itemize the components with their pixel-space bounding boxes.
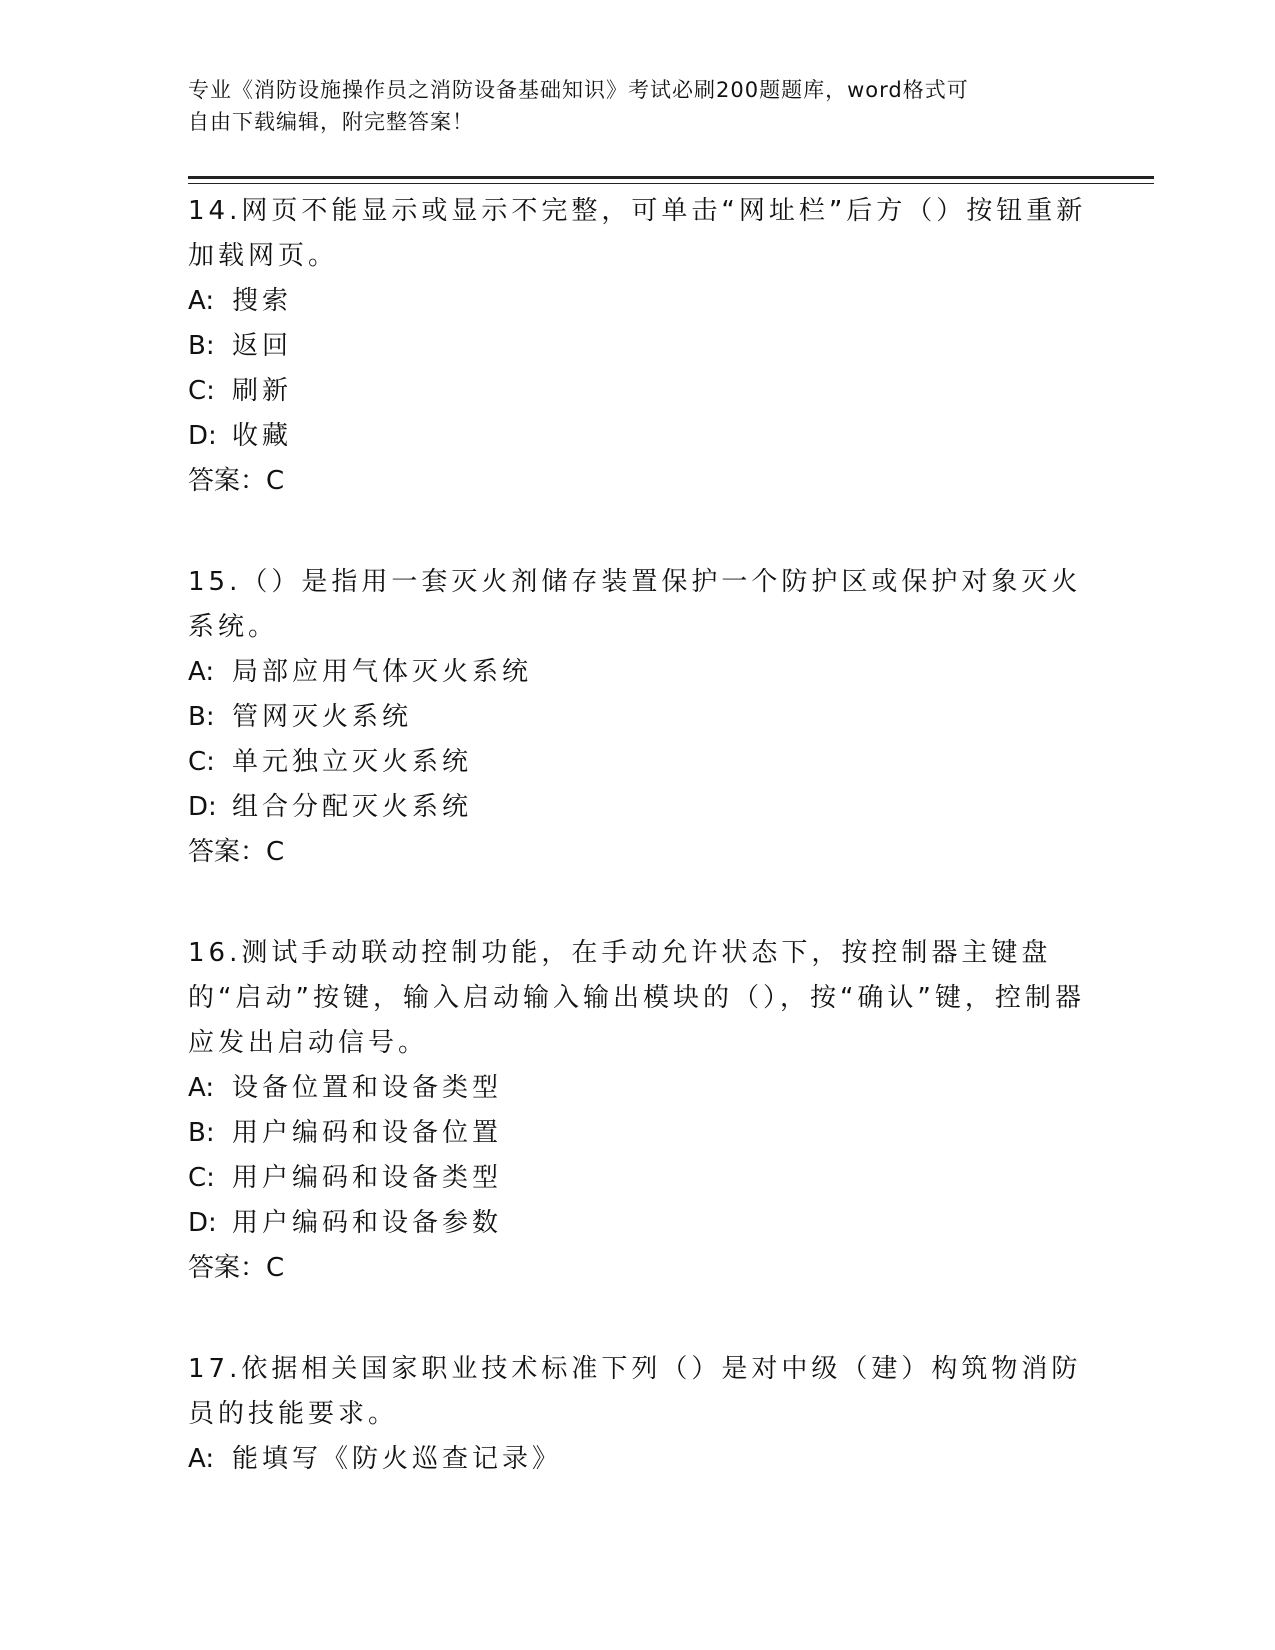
question-14: [188, 189, 1088, 504]
question-list: [188, 189, 1088, 1538]
option-text: 用户编码和设备位置: [232, 1118, 503, 1148]
option-d: [188, 785, 1088, 830]
option-letter: A:: [188, 1073, 215, 1103]
option-letter: B:: [188, 331, 215, 361]
option-letter: D:: [188, 792, 217, 822]
option-letter: B:: [188, 1118, 215, 1148]
option-letter: C:: [188, 1163, 215, 1193]
option-c: [188, 1156, 1088, 1201]
option-text: 组合分配灭火系统: [232, 792, 473, 822]
question-16: [188, 931, 1088, 1291]
answer-line: [188, 830, 1088, 875]
option-c: [188, 369, 1088, 414]
answer-label: 答案：: [188, 837, 267, 867]
question-text: 15.（）是指用一套灭火剂储存装置保护一个防护区或保护对象灭火系统。: [188, 567, 1082, 642]
option-text: 搜索: [232, 286, 293, 316]
header-divider-thick: [188, 176, 1154, 179]
option-text: 用户编码和设备类型: [232, 1163, 503, 1193]
answer-line: [188, 459, 1088, 504]
option-b: [188, 695, 1088, 740]
option-text: 收藏: [232, 421, 293, 451]
option-letter: C:: [188, 376, 215, 406]
option-a: [188, 1437, 1088, 1482]
document-header: [188, 74, 1068, 138]
option-text: 单元独立灭火系统: [232, 747, 473, 777]
option-text: 刷新: [232, 376, 293, 406]
question-text: 17.依据相关国家职业技术标准下列（）是对中级（建）构筑物消防员的技能要求。: [188, 1354, 1082, 1429]
option-letter: A:: [188, 657, 215, 687]
answer-label: 答案：: [188, 1253, 267, 1283]
option-letter: C:: [188, 747, 215, 777]
option-d: [188, 1201, 1088, 1246]
header-line-2: 自由下载编辑，附完整答案！: [188, 110, 474, 134]
answer-value: C: [266, 837, 289, 867]
option-letter: A:: [188, 286, 215, 316]
option-text: 能填写《防火巡查记录》: [232, 1444, 563, 1474]
option-letter: A:: [188, 1444, 215, 1474]
question-text: 16.测试手动联动控制功能，在手动允许状态下，按控制器主键盘的“启动”按键，输入启动输入输出模块的（），按“确认”键，控制器应发出启动信号。: [188, 938, 1085, 1058]
header-line-1: 专业《消防设施操作员之消防设备基础知识》考试必刷200题题库，word格式可: [188, 78, 969, 102]
option-a: [188, 279, 1088, 324]
option-d: [188, 414, 1088, 459]
option-text: 返回: [232, 331, 293, 361]
option-text: 局部应用气体灭火系统: [232, 657, 533, 687]
option-a: [188, 650, 1088, 695]
option-letter: B:: [188, 702, 215, 732]
option-b: [188, 324, 1088, 369]
option-letter: D:: [188, 1208, 217, 1238]
option-a: [188, 1066, 1088, 1111]
option-c: [188, 740, 1088, 785]
option-text: 设备位置和设备类型: [232, 1073, 503, 1103]
option-text: 用户编码和设备参数: [232, 1208, 503, 1238]
option-b: [188, 1111, 1088, 1156]
option-text: 管网灭火系统: [232, 702, 413, 732]
question-15: [188, 560, 1088, 875]
answer-line: [188, 1246, 1088, 1291]
question-17: [188, 1347, 1088, 1482]
answer-value: C: [266, 466, 289, 496]
question-text: 14.网页不能显示或显示不完整，可单击“网址栏”后方（）按钮重新加载网页。: [188, 196, 1087, 271]
answer-label: 答案：: [188, 466, 267, 496]
header-divider-thin: [188, 183, 1154, 184]
option-letter: D:: [188, 421, 217, 451]
answer-value: C: [266, 1253, 289, 1283]
